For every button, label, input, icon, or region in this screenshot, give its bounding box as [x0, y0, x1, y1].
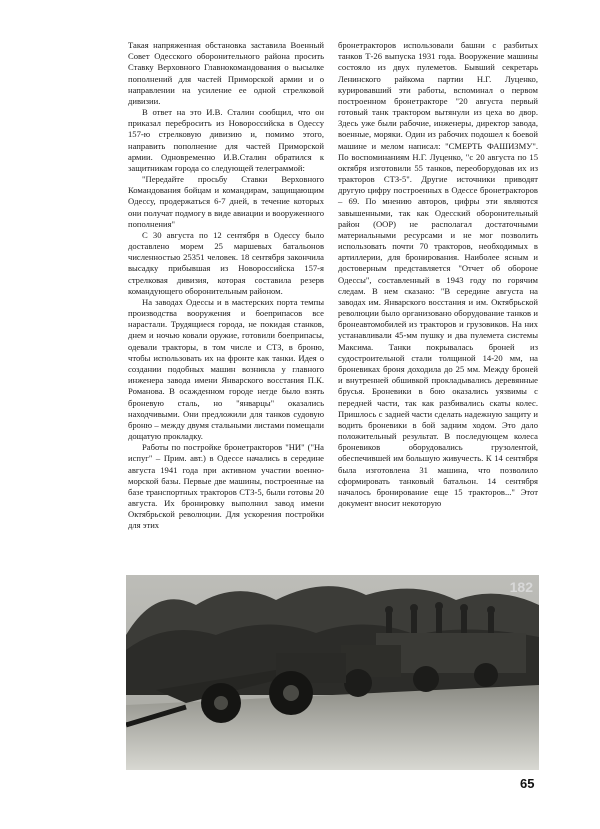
paragraph: На заводах Одессы и в мастерских порта темпы производства вооружения и боеприпасов все нарастали. Трудящиеся города, не покидая станков, днем и ночью ковали оружие, готовили боеприпасы, одевали тракторы, в том числе и СТЗ, в броню, чтобы использовать их на фронте как танки. Идея о создании подобных машин возникла у главного инженера завода имени Январского восстания П.К. Романова. В осажденном городе негде было взять броневую сталь, но "январцы" оказались находчивыми. Они предложили для танков судовую броню – между двумя стальными листами помещали дощатую прокладку.	[128, 296, 324, 442]
tractor-towing-artillery-photo	[126, 575, 539, 770]
photo-number: 182	[509, 579, 533, 595]
paragraph: С 30 августа по 12 сентября в Одессу было доставлено морем 25 маршевых батальонов численностью 25351 человек. 18 сентября закончила высадку прибывшая из Новороссийска 157-я стрелковая дивизия, которая составила резерв командующего оборонительным районом.	[128, 229, 324, 296]
text-column-right	[338, 40, 538, 509]
page-number: 65	[520, 776, 535, 791]
text-column-left	[128, 40, 324, 532]
archive-photo	[126, 575, 539, 770]
paragraph: Работы по постройке бронетракторов "НИ" ("На испуг" – Прим. авт.) в Одессе начались в середине августа 1941 года при активном участии военно-морской базы. Первые две машины, построенные на базе транспортных тракторов СТЗ-5, были готовы 20 августа. Их бронировку выполнил завод имени Октябрьской революции. Для ускорения постройки для этих	[128, 442, 324, 531]
paragraph: Такая напряженная обстановка заставила Военный Совет Одесского оборонительного района просить Ставку Верховного Главнокомандования о высылке пополнений для частей Приморской армии и о направлении на усиление ее одной стрелковой дивизии.	[128, 40, 324, 106]
paragraph: "Передайте просьбу Ставки Верховного Командования бойцам и командирам, защищающим Одессу, продержаться 6-7 дней, в течение которых они получат подмогу в виде авиации и вооруженного пополнения"	[128, 174, 324, 229]
paragraph: бронетракторов использовали башни с разбитых танков Т-26 выпуска 1931 года. Вооружение машины состояло из двух пулеметов. Бывший секретарь Ленинского райкома партии Н.Г. Луценко, курировавший эти работы, вспоминал о первом построенном бронетракторе "20 августа первый готовый танк трактором вытянули из цеха во двор. Здесь уже были рабочие, инженеры, директор завода, военные, моряки. Один из рабочих подошел к боевой машине и мелом написал: "СМЕРТЬ ФАШИЗМУ". По воспоминаниям Н.Г. Луценко, "с 20 августа по 15 октября изготовили 55 танков, переоборудовав их из тракторов СТЗ-5". Другие источники приводят другую цифру построенных в Одессе бронетракторов – 69. По мнению авторов, цифры эти являются завышенными, так как Одесский оборонительный район (ООР) не располагал достаточными материальными ресурсами и не мог позволить использовать почти 70 тракторов, необходимых в артиллерии, для бронирования. Наиболее ясным и достоверным представляется "Отчет об обороне Одессы", составленный в 1943 году по горячим следам. В нем сказано: "В середине августа на заводах им. Январского восстания и им. Октябрьской революции было организовано оборудование танков и бронеавтомобилей из тракторов и грузовиков. На них устанавливали 45-мм пушку и два пулемета системы Максима. Танки покрывалась броней из судостроительной стали толщиной 14-20 мм, на броневиках броня доходила до 25 мм. Между броней и внутренней обшивкой прокладывались деревянные брусья. Броневики в бою оказались уязвимы с передней части, так как разбивались скаты колес. Пришлось с задней части сделать надежную защиту и водить броневики в бой задним ходом. Это дало положительный результат. В последующем колеса броневиков оборудовались грузолентой, обеспечившей им большую живучесть. К 14 сентября была изготовлена 31 машина, что позволило сформировать танковый батальон. 14 сентября началось бронирование еще 15 тракторов..." Этот документ вносит некоторую	[338, 40, 538, 509]
paragraph: В ответ на это И.В. Сталин сообщил, что он приказал переброситъ из Новороссийска в Одессу 157-ю стрелковую дивизию и, помимо этого, направить пополнение для частей Приморской армии. Одновременно И.В.Сталин обратился к защитникам города со следующей телеграммой:	[128, 107, 324, 173]
